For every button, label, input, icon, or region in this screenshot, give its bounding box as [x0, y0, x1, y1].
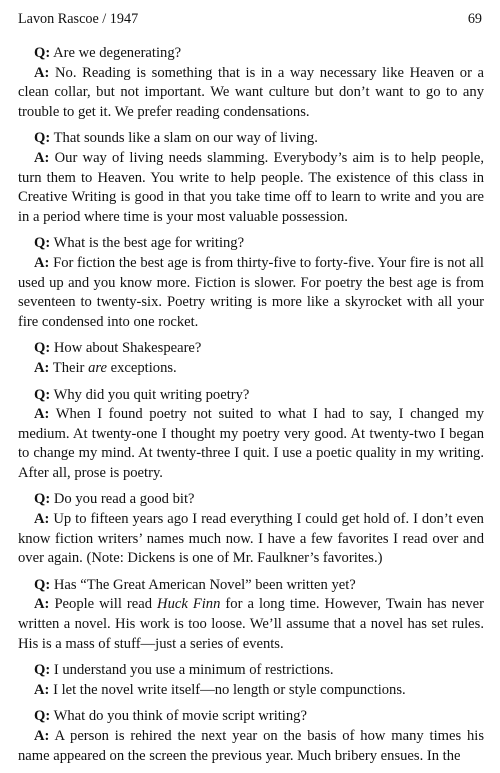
- question-text: Do you read a good bit?: [53, 491, 195, 508]
- answer-text: Their: [52, 359, 89, 376]
- answer-text: No. Reading is something that is in a way necessary like Heaven or a clean collar, but not important. We want culture but don’t want to go to any trouble to get it. We prefer reading condensations.: [18, 64, 484, 120]
- answer-label: A:: [34, 681, 50, 698]
- question: [18, 129, 484, 149]
- answer-text-italic: Huck Finn: [157, 596, 221, 613]
- answer-text: exceptions.: [106, 359, 177, 376]
- question-label: Q:: [34, 386, 51, 403]
- answer-text: People will read: [54, 596, 158, 613]
- answer-label: A:: [34, 511, 50, 528]
- qa-pair: [18, 661, 484, 700]
- answer: [18, 359, 484, 379]
- answer-label: A:: [34, 64, 50, 81]
- question-text: Has “The Great American Novel” been written yet?: [53, 576, 356, 593]
- question-label: Q:: [34, 45, 51, 61]
- question-label: Q:: [34, 662, 51, 679]
- qa-pair: [18, 490, 484, 568]
- question: [18, 576, 484, 596]
- answer-label: A:: [34, 728, 50, 744]
- answer-text: For fiction the best age is from thirty-five to forty-five. Your fire is not all used up and you know more. Fiction is slower. For poetry the best age is from seventeen to twenty-six. Poetry writing is more like a skyrocket with all your fire condensed into one rocket.: [18, 254, 484, 330]
- answer-text: When I found poetry not suited to what I had to say, I changed my medium. At twenty-one I thought my poetry very good. At twenty-two I began to change my mind. At twenty-three I quit. I use a poetic quality in my writing. After all, prose is poetry.: [18, 406, 484, 481]
- answer-label: A:: [34, 596, 50, 613]
- qa-pair: [18, 129, 484, 227]
- answer-text-italic: are: [88, 359, 107, 376]
- question-text: Why did you quit writing poetry?: [53, 386, 250, 403]
- question-label: Q:: [34, 340, 51, 357]
- question-text: Are we degenerating?: [53, 45, 182, 61]
- qa-pair: [18, 44, 484, 122]
- question-text: How about Shakespeare?: [53, 340, 202, 357]
- answer-label: A:: [34, 254, 50, 271]
- question: [18, 234, 484, 254]
- question: [18, 490, 484, 510]
- question-label: Q:: [34, 708, 51, 725]
- answer: [18, 405, 484, 483]
- answer: [18, 254, 484, 332]
- qa-pair: [18, 707, 484, 766]
- question-text: That sounds like a slam on our way of living.: [53, 130, 318, 147]
- qa-pair: [18, 234, 484, 332]
- answer-label: A:: [34, 359, 50, 376]
- interview-text: [18, 44, 484, 773]
- answer: [18, 681, 484, 701]
- answer-text: Up to fifteen years ago I read everything I could get hold of. I don’t even know fiction writers’ names much now. I have a few favorites I read over and over again. (Note: Dickens is one of Mr. Faulkner’s favorites.): [18, 511, 484, 567]
- question-text: What is the best age for writing?: [53, 235, 245, 252]
- page-number: 69: [467, 11, 482, 28]
- answer: [18, 149, 484, 227]
- answer-text: Our way of living needs slamming. Everybody’s aim is to help people, turn them to Heaven. You write to help people. The existence of this class in Creative Writing is good in that you take time off to learn to write and you are in a period where time is your most valuable possession.: [18, 149, 484, 225]
- answer-label: A:: [34, 149, 50, 166]
- qa-pair: [18, 386, 484, 484]
- answer-text: I let the novel write itself—no length or style compunctions.: [53, 681, 406, 698]
- question: [18, 707, 484, 727]
- question: [18, 44, 484, 64]
- question-label: Q:: [34, 491, 51, 508]
- answer: [18, 595, 484, 654]
- running-header: [18, 8, 482, 32]
- answer-text: A person is rehired the next year on the basis of how many times his name appeared on the screen the previous year. Much bribery ensues. In the: [18, 728, 485, 764]
- answer: [18, 510, 484, 569]
- question-label: Q:: [34, 576, 51, 593]
- question-text: I understand you use a minimum of restrictions.: [53, 662, 334, 679]
- answer-label: A:: [34, 406, 50, 423]
- running-title: Lavon Rascoe / 1947: [18, 11, 139, 28]
- question: [18, 661, 484, 681]
- answer: [18, 64, 484, 123]
- answer: [18, 727, 484, 766]
- question: [18, 386, 484, 406]
- question: [18, 339, 484, 359]
- answer-text: for a long time. However, Twain has never written a novel. His work is too loose. We’ll assume that a novel has set rules. His is a mass of stuff—just a series of events.: [18, 596, 484, 652]
- question-label: Q:: [34, 235, 51, 252]
- qa-pair: [18, 576, 484, 654]
- question-text: What do you think of movie script writing?: [53, 708, 307, 725]
- qa-pair: [18, 339, 484, 378]
- question-label: Q:: [34, 130, 51, 147]
